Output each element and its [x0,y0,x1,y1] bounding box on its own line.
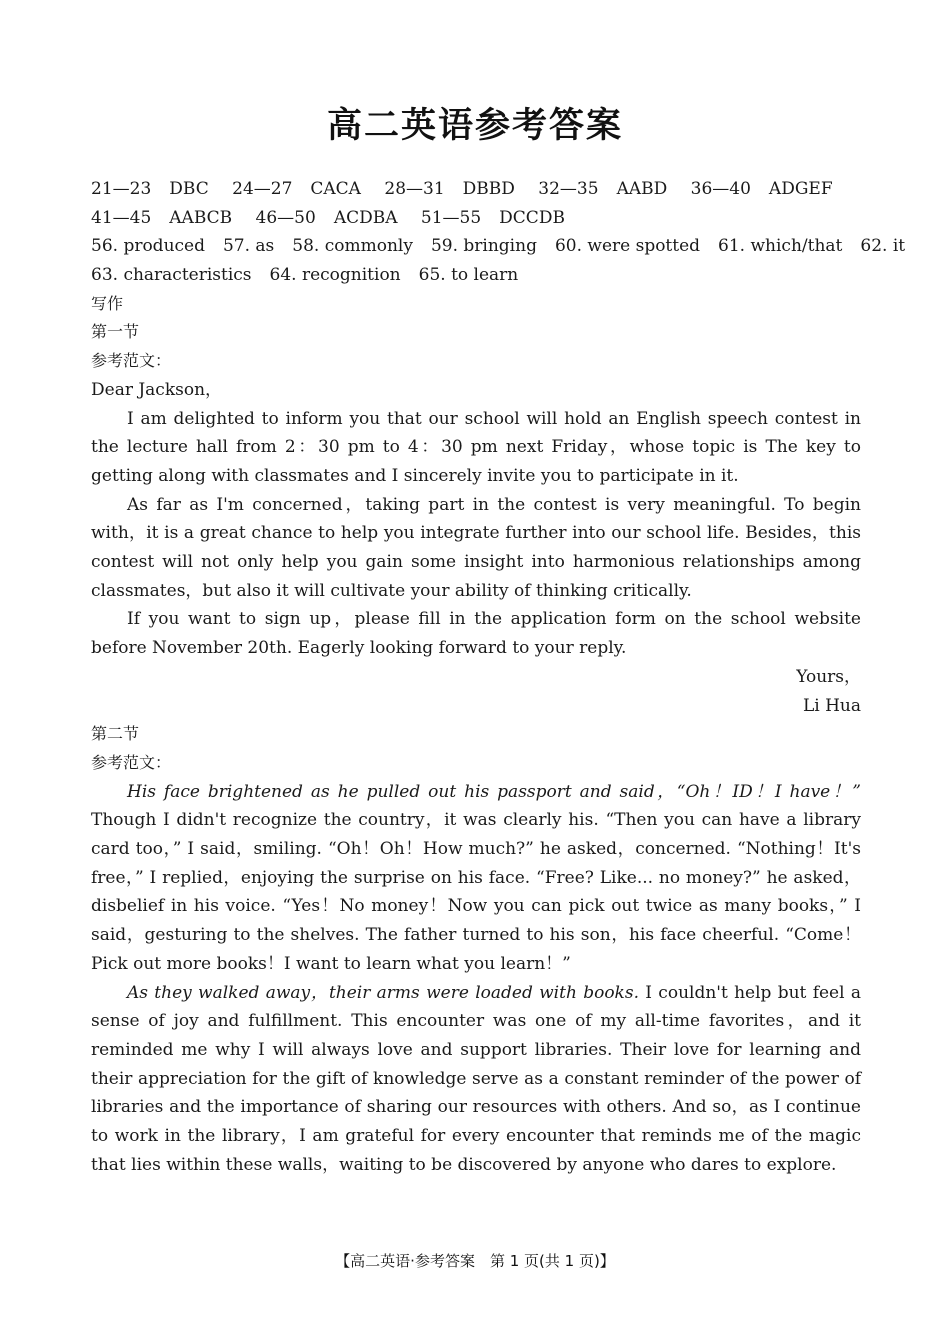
answer-key: DBBD [462,179,515,199]
letter-closing: Yours， [796,666,861,687]
fill-answer: 59. bringing [430,236,537,257]
answer-key: AABD [616,179,668,199]
given-sentence-1: His face brightened as he pulled out his passport and said，“Oh！ID！I have！” [127,781,861,802]
fill-answer: 56. produced [91,236,205,257]
letter-signature: Li Hua [802,695,861,716]
story-text-1: Though I didn't recognize the country，it was clearly his. “Then you can have a library card too，” I said，smiling. “Oh！Oh！How much?” he asked，concerned. “Nothing！It's free，” I replied，enjoying the surprise on his face. “Free? Like... no money?” he asked，disbelief in his voice. “Yes！No money！Now you can pick out twice as many books，” I said，gesturing to the shelves. The father turned to his son，his face cheerful. “Come！Pick out more books！I want to learn what you learn！” [91,810,861,974]
answer-key: DCCDB [499,207,565,228]
letter-paragraph-3: If you want to sign up，please fill in the application form on the school website before November 20th. Eagerly looking forward to your reply. [91,609,861,659]
story-paragraph-2 [91,979,861,1180]
answer-range: 41—45 [91,207,152,228]
fill-answer: 61. which/that [718,236,843,257]
answer-key: DBC [169,179,209,199]
answer-range: 21—23 [91,179,152,199]
answer-range: 28—31 [384,179,445,199]
answer-range: 46—50 [255,207,316,228]
page-footer: 【高二英语·参考答案 第 1 页(共 1 页)】 [335,1252,615,1270]
story-paragraph-1 [91,778,861,979]
fill-row-1 [91,232,906,261]
letter-paragraph-2: As far as I'm concerned，taking part in the contest is very meaningful. To begin with，it is a great chance to help you integrate further into our school life. Besides，this contest will not only help you gain some insight into harmonious relationships among classmates，but also it will cultivate your ability of thinking critically. [91,494,861,601]
fill-answer: 63. characteristics [91,265,252,286]
answer-range: 24—27 [232,179,293,199]
answer-key: ACDBA [333,207,398,228]
letter-salutation: Dear Jackson， [91,379,223,400]
content [91,175,906,1179]
section2-heading: 第二节 [91,724,140,744]
answer-range: 36—40 [690,179,751,199]
answer-row-2 [91,204,861,233]
fill-row-2 [91,261,861,290]
section1-heading: 第一节 [91,322,140,342]
fill-answer: 57. as [222,236,275,257]
given-sentence-2: As they walked away，their arms were loaded with books. [127,982,639,1003]
answer-key: ADGEF [768,179,833,199]
writing-heading: 写作 [91,293,124,313]
fill-answer: 60. were spotted [554,236,701,257]
answer-key: CACA [310,179,361,199]
section1-sample-label: 参考范文： [91,351,172,371]
fill-answer: 65. to learn [418,265,519,286]
fill-answer: 62. it [860,236,906,257]
section2-sample-label: 参考范文： [91,752,172,772]
answer-range: 32—35 [538,179,599,199]
answer-range: 51—55 [420,207,482,228]
fill-answer: 64. recognition [269,265,401,286]
answer-key: AABCB [169,207,233,228]
story-text-2: I couldn't help but feel a sense of joy and fulfillment. This encounter was one of my all-time favorites，and it reminded me why I will always love and support libraries. Their love for learning and their appreciation for the gift of knowledge serve as a constant reminder of the power of libraries and the importance of sharing our resources with others. And so，as I continue to work in the library，I am grateful for every encounter that reminds me of the magic that lies within these walls，waiting to be discovered by anyone who dares to explore. [91,982,861,1175]
page-title: 高二英语参考答案 [326,106,623,146]
letter-paragraph-1: I am delighted to inform you that our school will hold an English speech contest in the lecture hall from 2：30 pm to 4：30 pm next Friday，whose topic is The key to getting along with classmates and I sincerely invite you to participate in it. [91,408,861,486]
fill-answer: 58. commonly [292,236,413,257]
answer-row-1 [91,175,861,204]
